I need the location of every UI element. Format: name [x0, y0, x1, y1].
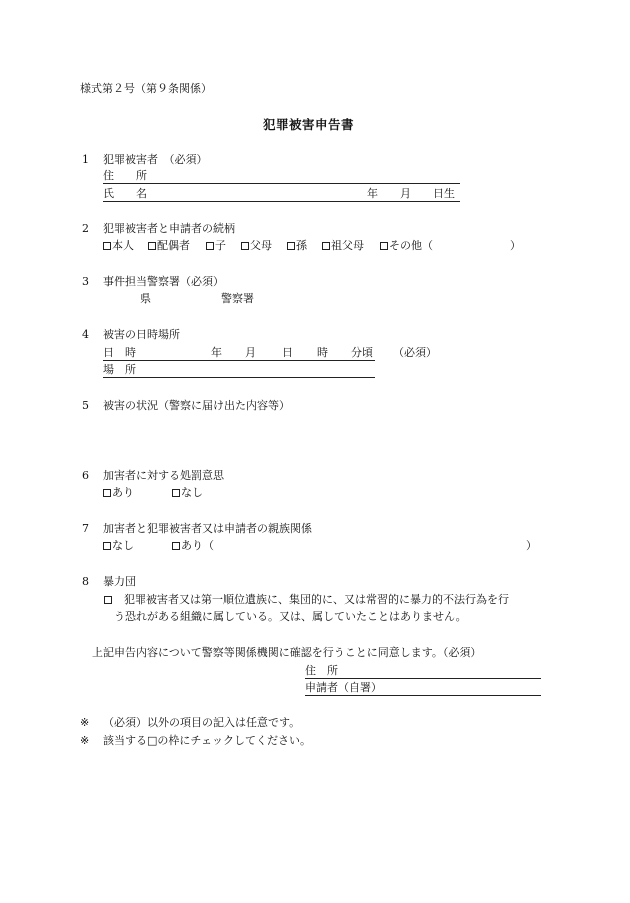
consent-statement: 上記申告内容について警察等関係機関に確認を行うことに同意します。（必須）: [92, 646, 482, 659]
section-3-heading: 事件担当警察署（必須）: [103, 275, 224, 288]
kinship-option-yes[interactable]: [172, 539, 214, 553]
incident-minute-label: 分頃: [351, 346, 373, 359]
checkbox-icon[interactable]: [172, 542, 180, 550]
section-1-heading: 犯罪被害者 （必須）: [103, 153, 208, 166]
checkbox-icon[interactable]: [380, 242, 388, 250]
incident-datetime-label: 日 時: [103, 346, 136, 359]
relation-option-label: 子: [215, 239, 226, 252]
relation-option-child[interactable]: [206, 239, 226, 253]
incident-hour-label: 時: [317, 346, 328, 359]
applicant-address-label: 住 所: [305, 664, 338, 677]
relation-option-label: 配偶者: [157, 239, 190, 252]
checkbox-icon[interactable]: [241, 242, 249, 250]
note-2-text: 該当する□の枠にチェックしてください。: [103, 734, 312, 747]
section-3-number: 3: [82, 275, 89, 288]
relation-option-label: 本人: [112, 239, 134, 252]
incident-year-label: 年: [211, 346, 222, 359]
note-2-mark: ※: [80, 734, 90, 747]
incident-place-label: 場 所: [103, 363, 136, 376]
checkbox-icon[interactable]: [103, 489, 111, 497]
prefecture-label: 県: [140, 292, 151, 305]
relation-option-label: 祖父母: [331, 239, 364, 252]
applicant-address-field[interactable]: [305, 663, 541, 679]
section-2-heading: 犯罪被害者と申請者の続柄: [103, 222, 235, 235]
station-label: 警察署: [221, 292, 254, 305]
punishment-option-label: あり: [112, 486, 134, 499]
kinship-option-label: あり（: [181, 539, 214, 552]
page-title: 犯罪被害申告書: [263, 117, 355, 132]
kinship-option-label: なし: [112, 539, 134, 552]
checkbox-icon[interactable]: [103, 542, 111, 550]
gang-checkbox[interactable]: [104, 596, 112, 604]
relation-option-grandchild[interactable]: [287, 239, 307, 253]
relation-option-parent[interactable]: [241, 239, 272, 253]
checkbox-icon[interactable]: [206, 242, 214, 250]
section-5-number: 5: [82, 399, 89, 412]
kinship-option-no[interactable]: [103, 539, 134, 553]
incident-place-field[interactable]: [103, 362, 375, 378]
kinship-close: ）: [526, 539, 537, 552]
birth-day-label: 日生: [433, 187, 455, 200]
birth-month-label: 月: [400, 187, 411, 200]
section-2-number: 2: [82, 222, 89, 235]
section-7-number: 7: [82, 522, 89, 535]
checkbox-icon[interactable]: [172, 489, 180, 497]
section-8-number: 8: [82, 575, 89, 588]
relation-option-label: 孫: [296, 239, 307, 252]
relation-option-spouse[interactable]: [148, 239, 190, 253]
checkbox-icon[interactable]: [287, 242, 295, 250]
punishment-option-yes[interactable]: [103, 486, 134, 500]
punishment-option-label: なし: [181, 486, 203, 499]
note-1-text: （必須）以外の項目の記入は任意です。: [103, 716, 301, 729]
incident-required-label: （必須）: [393, 346, 437, 359]
relation-option-label: 父母: [250, 239, 272, 252]
section-6-heading: 加害者に対する処罰意思: [103, 469, 224, 482]
relation-other-close: ）: [510, 239, 521, 252]
relation-option-grandparent[interactable]: [322, 239, 364, 253]
gang-statement-line-1: 犯罪被害者又は第一順位遺族に、集団的に、又は常習的に暴力的不法行為を行: [124, 593, 509, 606]
section-6-number: 6: [82, 469, 89, 482]
gang-statement-line-2: う恐れがある組織に属している。又は、属していたことはありません。: [114, 610, 467, 623]
victim-name-label: 氏 名: [103, 187, 147, 200]
form-number: 様式第２号（第９条関係）: [80, 82, 212, 95]
section-5-heading: 被害の状況（警察に届け出た内容等）: [103, 399, 290, 412]
relation-option-other[interactable]: [380, 239, 433, 253]
incident-day-label: 日: [282, 346, 293, 359]
victim-address-field[interactable]: [103, 168, 460, 184]
incident-month-label: 月: [245, 346, 256, 359]
checkbox-icon[interactable]: [103, 242, 111, 250]
victim-address-label: 住 所: [103, 169, 147, 182]
section-1-number: 1: [82, 153, 89, 166]
checkbox-icon[interactable]: [148, 242, 156, 250]
checkbox-icon[interactable]: [322, 242, 330, 250]
section-4-heading: 被害の日時場所: [103, 328, 180, 341]
section-8-heading: 暴力団: [103, 575, 136, 588]
section-7-heading: 加害者と犯罪被害者又は申請者の親族関係: [103, 522, 312, 535]
section-4-number: 4: [82, 328, 89, 341]
applicant-signature-label: 申請者（自署）: [305, 681, 382, 694]
punishment-option-no[interactable]: [172, 486, 203, 500]
birth-year-label: 年: [367, 187, 378, 200]
relation-option-label: その他（: [389, 239, 433, 252]
incident-datetime-field[interactable]: [103, 345, 375, 361]
relation-option-self[interactable]: [103, 239, 134, 253]
note-1-mark: ※: [80, 716, 90, 729]
